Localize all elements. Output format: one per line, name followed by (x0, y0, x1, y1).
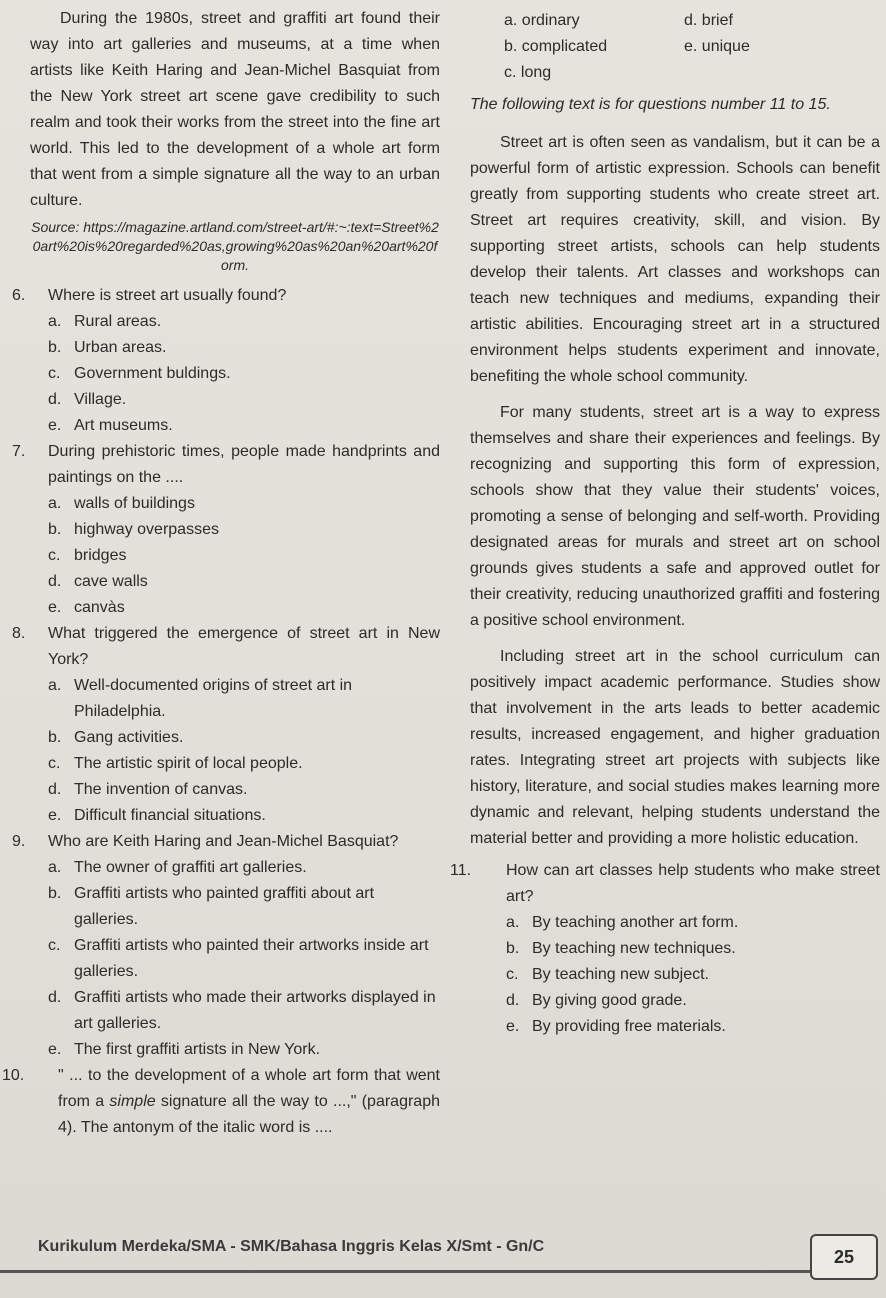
left-column (2, 6, 440, 1141)
question-text (12, 283, 440, 309)
option-text: Graffiti artists who painted graffiti about art galleries. (74, 885, 375, 928)
option-letter: a. (506, 914, 520, 931)
option-c[interactable] (30, 543, 440, 569)
option-a[interactable] (30, 309, 440, 335)
question-6 (12, 283, 440, 439)
question-10-options (470, 8, 880, 86)
option-d[interactable] (470, 988, 880, 1014)
right-paragraph-3: Including street art in the school curriculum can positively impact academic performance. Studies show that involvement in the arts leads to better academic results, increased engagement, and higher graduation rates. Integrating street art projects with subjects like history, literature, and social studies makes learning more dynamic and relevant, helping students understand the material better and providing a more holistic education. (470, 648, 880, 847)
option-letter: e. (506, 1018, 520, 1035)
option-a[interactable] (470, 910, 880, 936)
question-number: 8. (12, 625, 26, 642)
option-b[interactable] (30, 335, 440, 361)
option-letter: e. (48, 599, 62, 616)
option-a[interactable] (504, 8, 684, 34)
option-text: By giving good grade. (532, 992, 687, 1009)
right-paragraph-2: For many students, street art is a way to express themselves and share their experiences and feelings. By recognizing and supporting this form of expression, schools show that they value their students' voices, promoting a sense of belonging and self-worth. Providing designated areas for murals and street art on school grounds gives students a safe and approved outlet for their creativity, reducing unauthorized graffiti and fostering a positive school environment. (470, 404, 880, 629)
option-text: By teaching another art form. (532, 914, 739, 931)
option-text: Urban areas. (74, 339, 167, 356)
option-text: ordinary (521, 12, 580, 29)
option-letter: b. (48, 339, 62, 356)
option-e[interactable] (30, 1037, 440, 1063)
option-letter: d. (48, 391, 62, 408)
option-letter: c. (48, 365, 61, 382)
option-letter: d. (506, 992, 520, 1009)
question-number: 7. (12, 443, 26, 460)
page-number: 25 (810, 1234, 878, 1280)
option-e[interactable] (684, 34, 750, 60)
option-text: Gang activities. (74, 729, 184, 746)
option-text: Government buldings. (74, 365, 231, 382)
question-number: 6. (12, 287, 26, 304)
option-letter: a. (48, 859, 62, 876)
option-e[interactable] (30, 803, 440, 829)
option-c[interactable] (470, 962, 880, 988)
option-text: By teaching new techniques. (532, 940, 736, 957)
option-text: bridges (74, 547, 127, 564)
option-b[interactable] (30, 881, 440, 933)
option-letter: d. (48, 573, 62, 590)
question-text (12, 439, 440, 491)
option-text: The artistic spirit of local people. (74, 755, 303, 772)
option-d[interactable] (30, 777, 440, 803)
option-b[interactable] (30, 517, 440, 543)
option-letter: c. (506, 966, 519, 983)
question-number: 10. (2, 1067, 25, 1084)
question-stem: Where is street art usually found? (48, 287, 287, 304)
question-stem: What triggered the emergence of street art in New York? (48, 625, 440, 668)
option-text: Graffiti artists who made their artworks displayed in art galleries. (74, 989, 436, 1032)
option-text: walls of buildings (74, 495, 195, 512)
option-letter: c. (48, 547, 61, 564)
question-number: 11. (450, 862, 472, 879)
option-letter: c. (48, 755, 61, 772)
option-a[interactable] (30, 855, 440, 881)
option-letter: b. (506, 940, 520, 957)
question-10 (2, 1063, 440, 1141)
passage-intro: The following text is for questions number 11 to 15. (470, 96, 831, 113)
option-e[interactable] (470, 1014, 880, 1040)
italic-word: simple (109, 1093, 156, 1110)
question-stem: How can art classes help students who make street art? (506, 862, 880, 905)
option-c[interactable] (30, 751, 440, 777)
page-footer (0, 1232, 886, 1282)
question-11 (450, 858, 880, 1040)
option-d[interactable] (30, 569, 440, 595)
question-8 (12, 621, 440, 829)
option-text: unique (701, 38, 750, 55)
option-d[interactable] (684, 8, 733, 34)
option-d[interactable] (30, 985, 440, 1037)
option-letter: e. (684, 38, 698, 55)
option-letter: b. (504, 38, 518, 55)
footer-curriculum-text: Kurikulum Merdeka/SMA - SMK/Bahasa Inggris Kelas X/Smt - Gn/C (38, 1238, 545, 1255)
question-text (450, 858, 880, 910)
question-9 (12, 829, 440, 1063)
option-text: Well-documented origins of street art in Philadelphia. (74, 677, 353, 720)
option-text: By providing free materials. (532, 1018, 726, 1035)
question-7 (12, 439, 440, 621)
option-text: Village. (74, 391, 127, 408)
option-letter: e. (48, 417, 62, 434)
option-text: The first graffiti artists in New York. (74, 1041, 321, 1058)
option-text: Graffiti artists who painted their artworks inside art galleries. (74, 937, 429, 980)
right-paragraph-1: Street art is often seen as vandalism, but it can be a powerful form of artistic expression. Schools can benefit greatly from supporting students who create street art. Street art requires creativity, skill, and vision. By supporting street artists, schools can help students develop their talents. Art classes and workshops can teach new techniques and mediums, expanding their artistic abilities. Encouraging street art in a structured environment helps students experiment and innovate, benefiting the whole school community. (470, 134, 880, 385)
option-letter: a. (504, 12, 518, 29)
option-letter: d. (48, 989, 62, 1006)
option-a[interactable] (30, 673, 440, 725)
option-letter: a. (48, 495, 62, 512)
option-text: long (520, 64, 552, 81)
option-text: highway overpasses (74, 521, 219, 538)
option-letter: a. (48, 677, 62, 694)
option-b[interactable] (30, 725, 440, 751)
question-number: 9. (12, 833, 26, 850)
option-letter: b. (48, 729, 62, 746)
option-text: brief (701, 12, 733, 29)
option-letter: b. (48, 885, 62, 902)
source-citation: Source: https://magazine.artland.com/street-art/#:~:text=Street%20art%20is%20regarded%20as,growing%20as%20an%20art%20form. (31, 219, 439, 273)
question-text (12, 621, 440, 673)
option-text: complicated (521, 38, 608, 55)
option-c[interactable] (30, 361, 440, 387)
option-text: The invention of canvas. (74, 781, 248, 798)
option-b[interactable] (504, 34, 684, 60)
option-text: By teaching new subject. (532, 966, 709, 983)
option-text: cave walls (74, 573, 148, 590)
option-letter: c. (48, 937, 61, 954)
left-passage-paragraph: During the 1980s, street and graffiti art found their way into art galleries and museums, at a time when artists like Keith Haring and Jean-Michel Basquiat from the New York street art scene gave credibility to such realm and took their works from the street into the fine art world. This led to the development of a whole art form that went from a simple signature all the way to an urban culture. (30, 10, 440, 209)
right-column (450, 8, 880, 1040)
option-letter: d. (48, 781, 62, 798)
option-letter: a. (48, 313, 62, 330)
option-c[interactable] (30, 933, 440, 985)
option-text: Rural areas. (74, 313, 162, 330)
option-text: canvàs (74, 599, 125, 616)
option-text: Art museums. (74, 417, 173, 434)
question-stem-part-1: " ... to the development of a whole art form that went from a (58, 1067, 440, 1110)
option-e[interactable] (30, 595, 440, 621)
option-letter: c. (504, 64, 517, 81)
option-d[interactable] (30, 387, 440, 413)
option-text: The owner of graffiti art galleries. (74, 859, 307, 876)
question-stem: Who are Keith Haring and Jean-Michel Basquiat? (48, 833, 399, 850)
question-text (2, 1063, 440, 1141)
option-letter: e. (48, 1041, 62, 1058)
option-text: Difficult financial situations. (74, 807, 266, 824)
footer-divider (0, 1270, 810, 1273)
option-c[interactable] (504, 60, 551, 86)
question-stem-part-2: signature all the way to ...," (paragraph 4). The antonym of the italic word is .... (58, 1093, 440, 1136)
question-stem: During prehistoric times, people made handprints and paintings on the .... (48, 443, 440, 486)
option-a[interactable] (30, 491, 440, 517)
option-letter: d. (684, 12, 698, 29)
option-e[interactable] (30, 413, 440, 439)
option-b[interactable] (470, 936, 880, 962)
option-letter: b. (48, 521, 62, 538)
option-letter: e. (48, 807, 62, 824)
question-text (12, 829, 440, 855)
